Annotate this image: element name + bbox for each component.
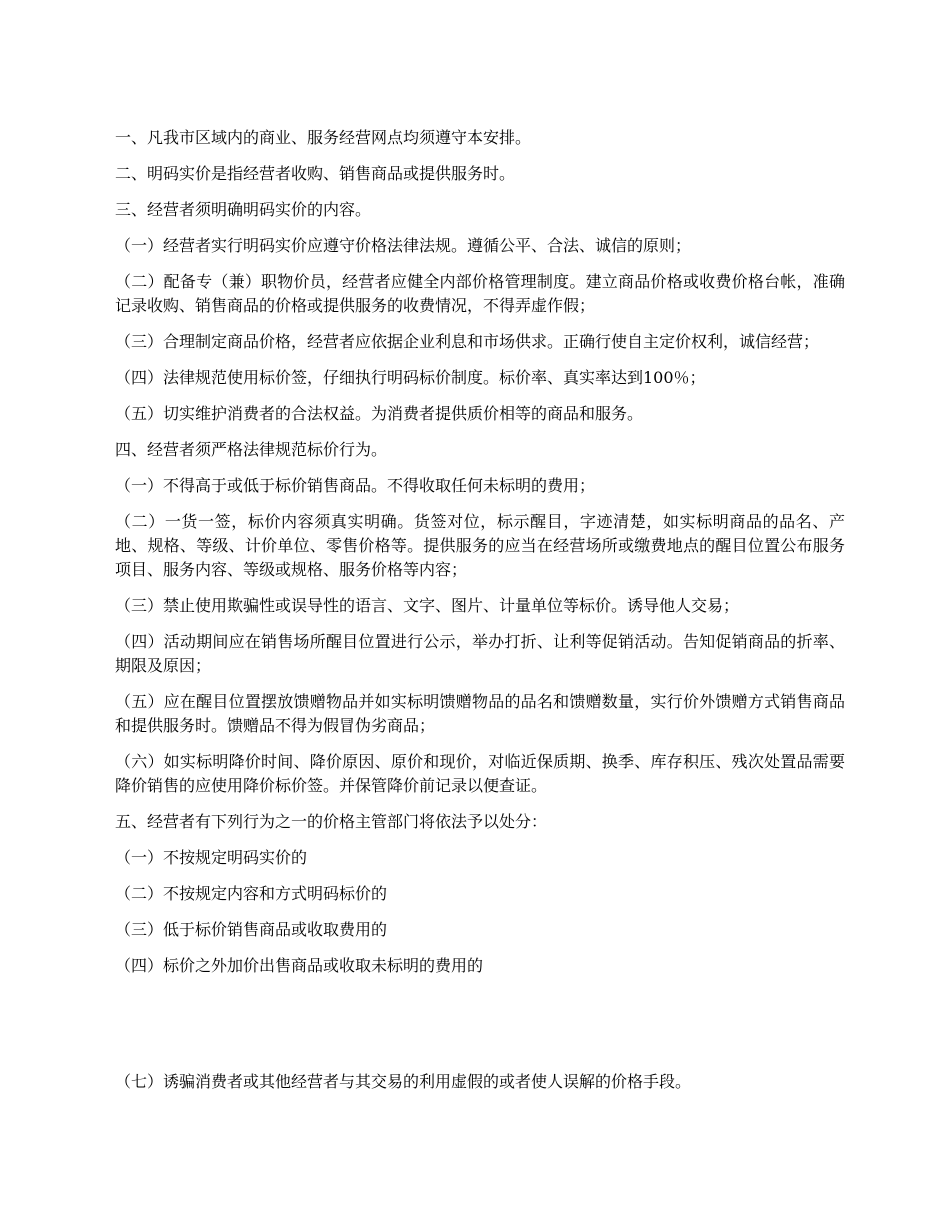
final-paragraph: （七）诱骗消费者或其他经营者与其交易的利用虚假的或者使人误解的价格手段。 <box>115 1072 692 1091</box>
paragraph-8: （五）切实维护消费者的合法权益。为消费者提供质价相等的商品和服务。 <box>115 404 644 423</box>
paragraph-11: （二）一货一签，标价内容须真实明确。货签对位，标示醒目，字迹清楚，如实标明商品的品名、产地、规格、等级、计价单位、零售价格等。提供服务的应当在经营场所或缴费地点的醒目位置公布服务项目、服务内容、等级或规格、服务价格等内容； <box>115 512 845 579</box>
paragraph-2: 二、明码实价是指经营者收购、销售商品或提供服务时。 <box>115 164 516 183</box>
paragraph-18: （二）不按规定内容和方式明码标价的 <box>115 884 388 903</box>
paragraph-5: （二）配备专（兼）职物价员，经营者应健全内部价格管理制度。建立商品价格或收费价格台帐，准确记录收购、销售商品的价格或提供服务的收费情况，不得弄虚作假； <box>115 272 845 315</box>
paragraph-1: 一、凡我市区域内的商业、服务经营网点均须遵守本安排。 <box>115 128 532 147</box>
paragraph-10: （一）不得高于或低于标价销售商品。不得收取任何未标明的费用； <box>115 476 596 495</box>
paragraph-12: （三）禁止使用欺骗性或误导性的语言、文字、图片、计量单位等标价。诱导他人交易； <box>115 596 740 615</box>
paragraph-7: （四）法律规范使用标价签，仔细执行明码标价制度。标价率、真实率达到100％； <box>115 368 706 387</box>
paragraph-6: （三）合理制定商品价格，经营者应依据企业利息和市场供求。正确行使自主定价权利，诚信经营； <box>115 332 820 351</box>
document-body <box>115 126 845 1106</box>
paragraph-19: （三）低于标价销售商品或收取费用的 <box>115 920 388 939</box>
blank-gap <box>115 990 845 1070</box>
paragraph-16: 五、经营者有下列行为之一的价格主管部门将依法予以处分： <box>115 812 548 831</box>
paragraph-14: （五）应在醒目位置摆放馈赠物品并如实标明馈赠物品的品名和馈赠数量，实行价外馈赠方式销售商品和提供服务时。馈赠品不得为假冒伪劣商品； <box>115 692 845 735</box>
paragraph-13: （四）活动期间应在销售场所醒目位置进行公示，举办打折、让利等促销活动。告知促销商品的折率、期限及原因； <box>115 632 845 675</box>
paragraph-9: 四、经营者须严格法律规范标价行为。 <box>115 440 388 459</box>
paragraph-17: （一）不按规定明码实价的 <box>115 848 308 867</box>
paragraph-3: 三、经营者须明确明码实价的内容。 <box>115 200 372 219</box>
paragraph-20: （四）标价之外加价出售商品或收取未标明的费用的 <box>115 956 484 975</box>
paragraph-4: （一）经营者实行明码实价应遵守价格法律法规。遵循公平、合法、诚信的原则； <box>115 236 692 255</box>
paragraph-15: （六）如实标明降价时间、降价原因、原价和现价，对临近保质期、换季、库存积压、残次处置品需要降价销售的应使用降价标价签。并保管降价前记录以便查证。 <box>115 752 845 795</box>
